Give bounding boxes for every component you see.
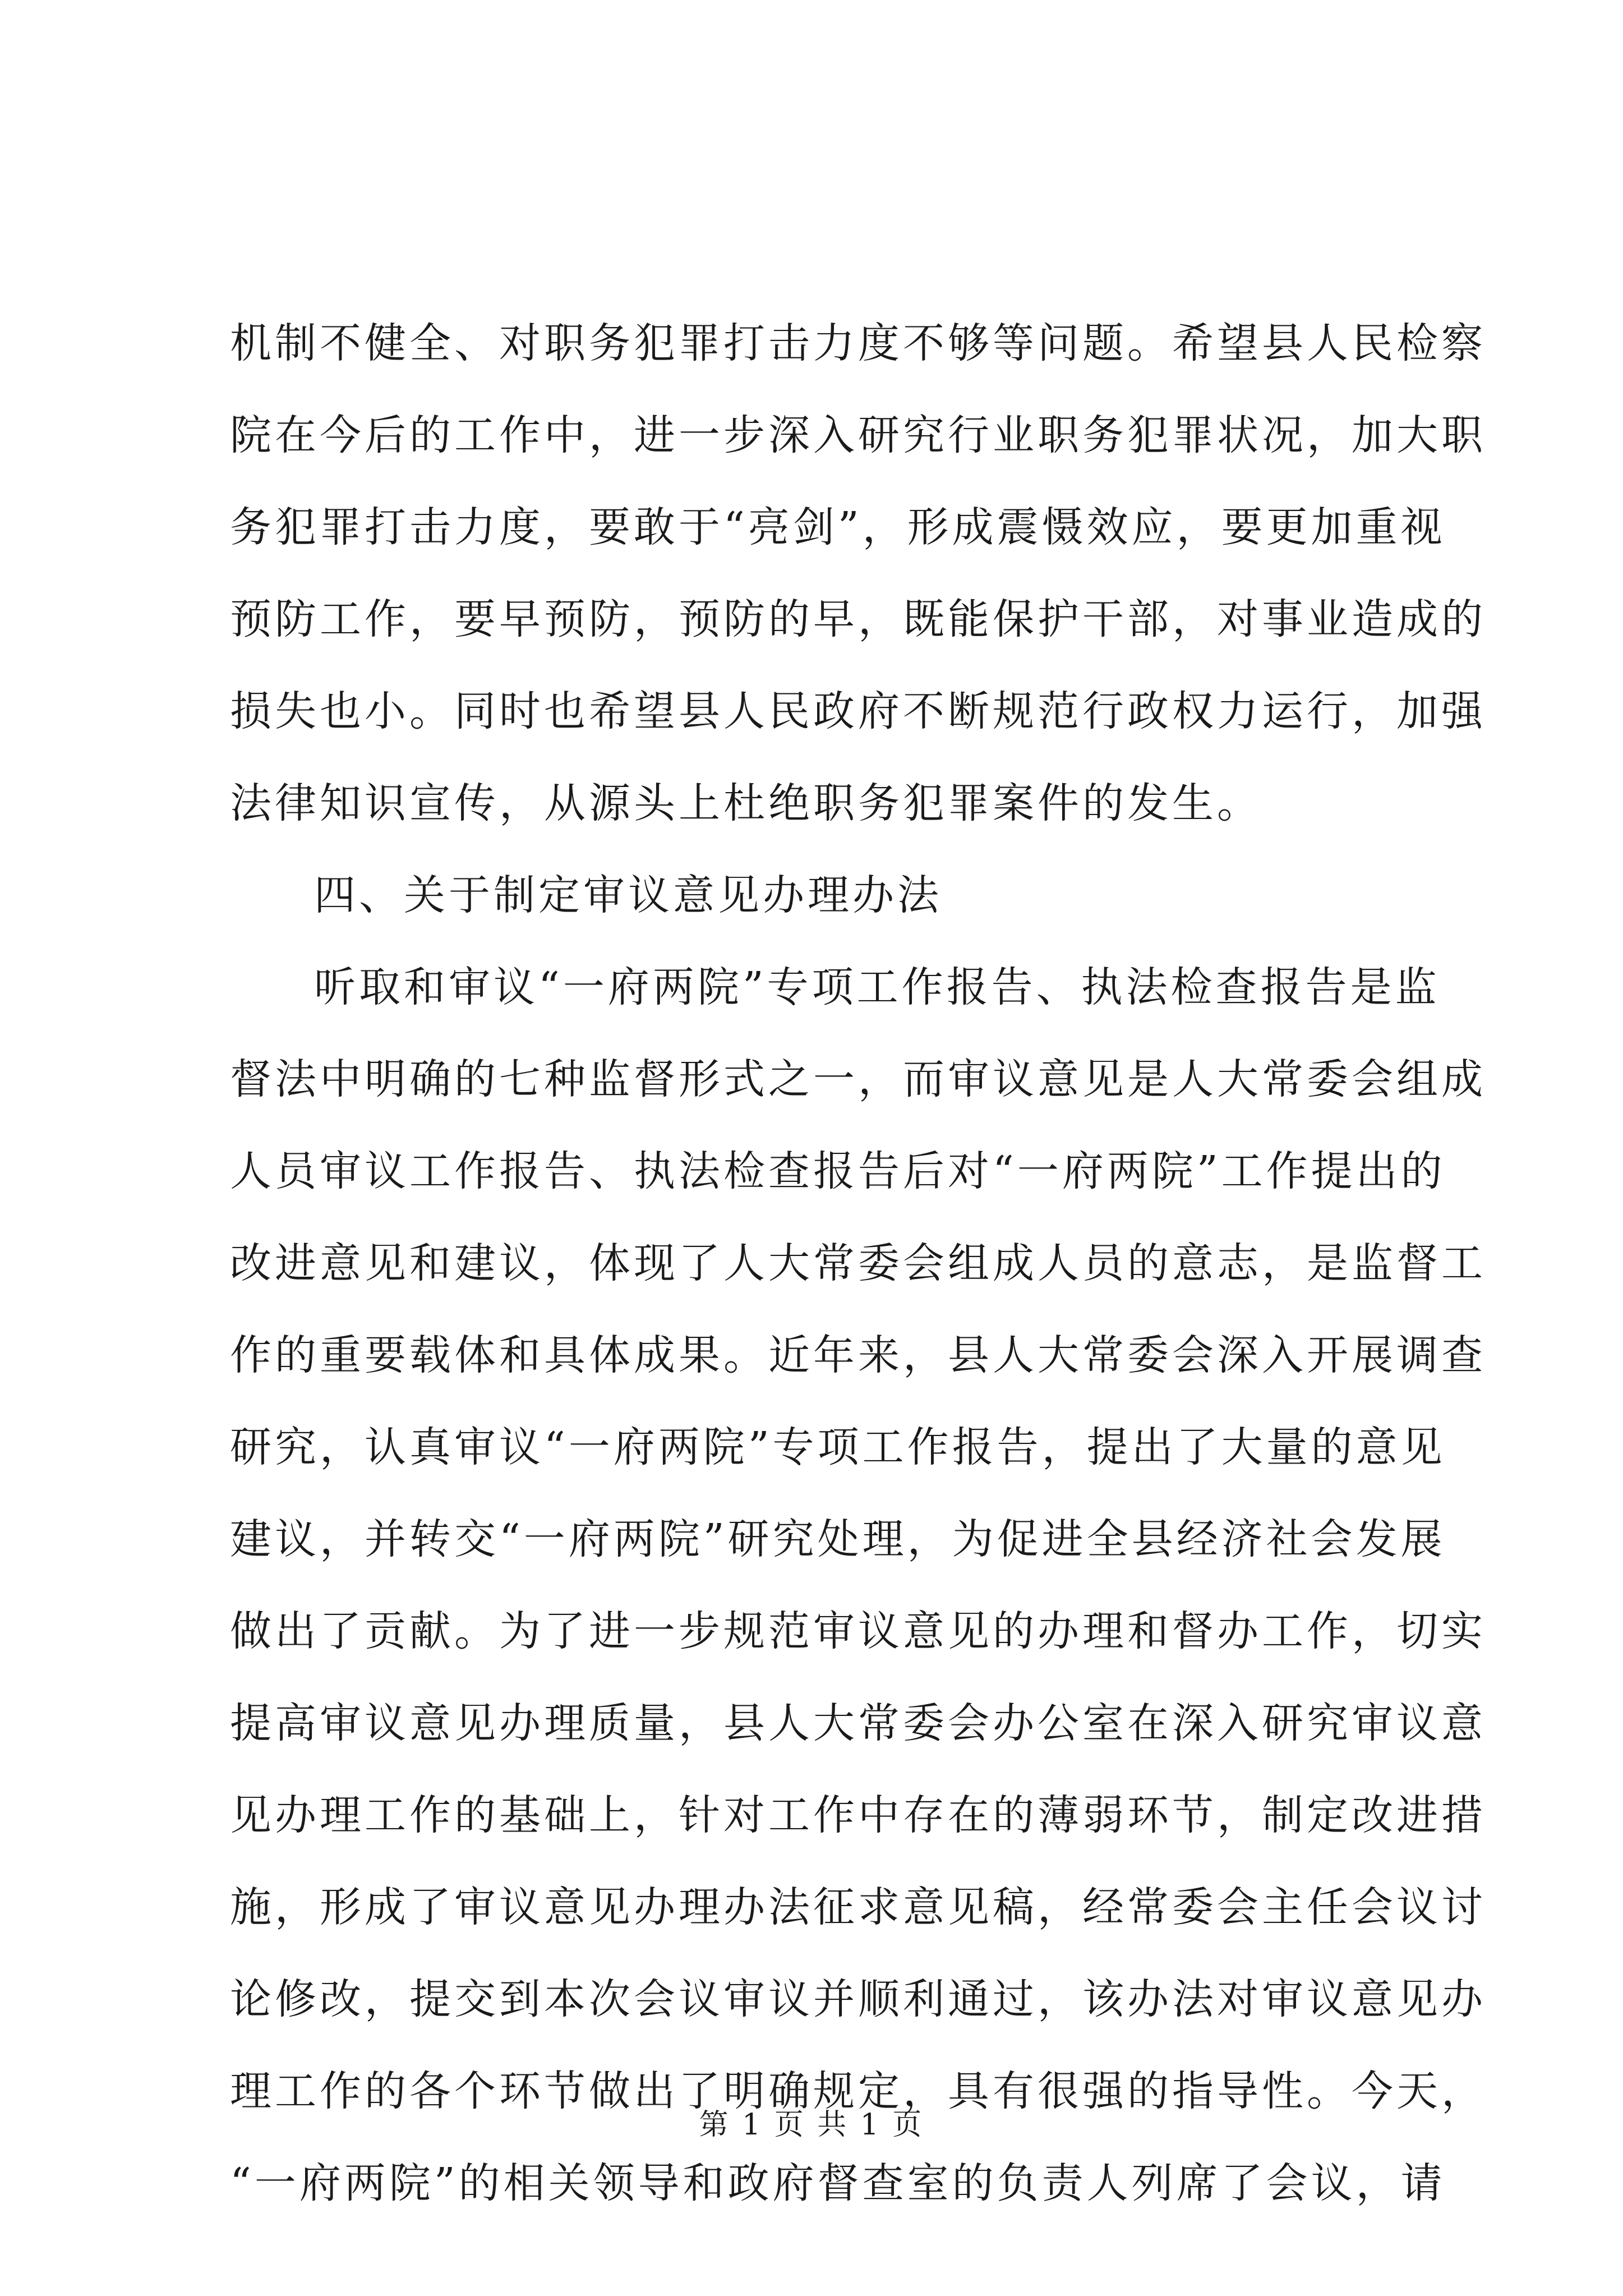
document-body bbox=[230, 297, 1486, 2229]
text-line: 损失也小。同时也希望县人民政府不断规范行政权力运行，加强 bbox=[230, 687, 1486, 735]
text-line: 做出了贡献。为了进一步规范审议意见的办理和督办工作，切实 bbox=[230, 1607, 1486, 1655]
text-line: 改进意见和建议，体现了人大常委会组成人员的意志，是监督工 bbox=[230, 1239, 1486, 1287]
text-line: 院在今后的工作中，进一步深入研究行业职务犯罪状况，加大职 bbox=[230, 411, 1486, 459]
text-line: 提高审议意见办理质量，县人大常委会办公室在深入研究审议意 bbox=[230, 1699, 1486, 1747]
text-line: “一府两院”的相关领导和政府督查室的负责人列席了会议，请 bbox=[230, 2159, 1446, 2207]
text-line: 督法中明确的七种监督形式之一，而审议意见是人大常委会组成 bbox=[230, 1055, 1486, 1103]
text-line: 预防工作，要早预防，预防的早，既能保护干部，对事业造成的 bbox=[230, 595, 1486, 643]
text-line: 务犯罪打击力度，要敢于“亮剑”，形成震慑效应，要更加重视 bbox=[230, 503, 1446, 551]
text-line: 建议，并转交“一府两院”研究处理，为促进全县经济社会发展 bbox=[230, 1515, 1446, 1563]
section-heading: 四、关于制定审议意见办理办法 bbox=[314, 871, 942, 919]
text-line: 见办理工作的基础上，针对工作中存在的薄弱环节，制定改进措 bbox=[230, 1791, 1486, 1839]
text-line: 施，形成了审议意见办理办法征求意见稿，经常委会主任会议讨 bbox=[230, 1883, 1486, 1931]
page-number: 第 1 页 共 1 页 bbox=[699, 2108, 924, 2142]
text-line: 人员审议工作报告、执法检查报告后对“一府两院”工作提出的 bbox=[230, 1147, 1446, 1195]
text-line: 法律知识宣传，从源头上杜绝职务犯罪案件的发生。 bbox=[230, 779, 1262, 827]
text-line: 机制不健全、对职务犯罪打击力度不够等问题。希望县人民检察 bbox=[230, 319, 1486, 367]
text-line: 理工作的各个环节做出了明确规定，具有很强的指导性。今天， bbox=[230, 2067, 1486, 2115]
text-line: 作的重要载体和具体成果。近年来，县人大常委会深入开展调查 bbox=[230, 1331, 1486, 1379]
text-line: 论修改，提交到本次会议审议并顺利通过，该办法对审议意见办 bbox=[230, 1975, 1486, 2023]
text-line: 听取和审议“一府两院”专项工作报告、执法检查报告是监 bbox=[314, 963, 1440, 1011]
text-line: 研究，认真审议“一府两院”专项工作报告，提出了大量的意见 bbox=[230, 1423, 1446, 1471]
page-footer bbox=[0, 2101, 1623, 2143]
